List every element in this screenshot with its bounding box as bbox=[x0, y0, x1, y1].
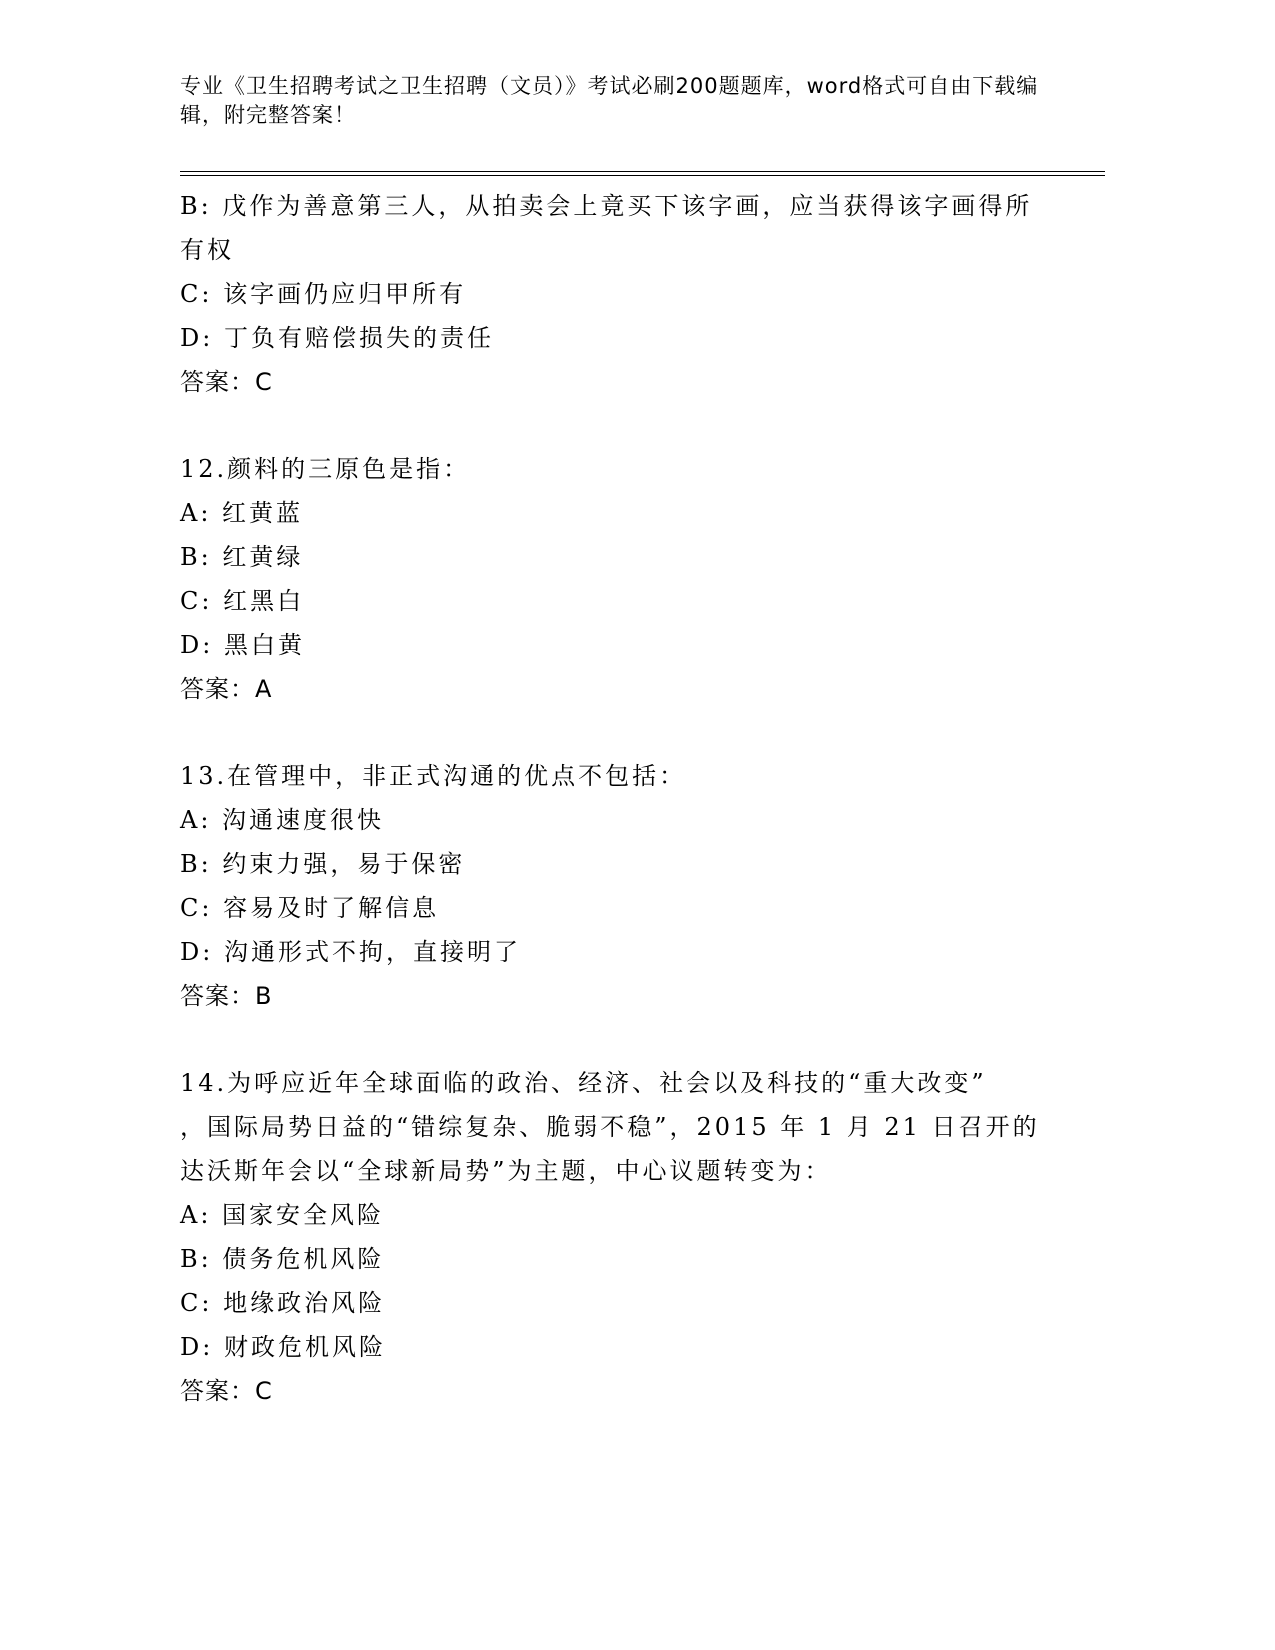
answer: 答案：C bbox=[180, 368, 273, 396]
option-d: D: 财政危机风险 bbox=[180, 1333, 386, 1361]
question-14 bbox=[180, 1061, 1040, 1413]
question-stem: 12.颜料的三原色是指： bbox=[180, 455, 471, 483]
answer: 答案：B bbox=[180, 982, 273, 1010]
option-d: D: 黑白黄 bbox=[180, 631, 305, 659]
question-12 bbox=[180, 447, 1040, 711]
header-rule-top bbox=[180, 171, 1105, 172]
option-c: C: 地缘政治风险 bbox=[180, 1289, 386, 1317]
option-c: C: 红黑白 bbox=[180, 587, 305, 615]
question-stem-line-3: 达沃斯年会以“全球新局势”为主题，中心议题转变为： bbox=[180, 1157, 832, 1185]
answer: 答案：C bbox=[180, 1377, 273, 1405]
option-c: C: 容易及时了解信息 bbox=[180, 894, 440, 922]
spacer bbox=[180, 711, 1040, 754]
question-stem-line-2: ，国际局势日益的“错综复杂、脆弱不稳”，2015 年 1 月 21 日召开的 bbox=[180, 1113, 1040, 1141]
option-b: B: 债务危机风险 bbox=[180, 1245, 385, 1273]
option-c: C: 该字画仍应归甲所有 bbox=[180, 280, 467, 308]
option-b: B: 红黄绿 bbox=[180, 543, 304, 571]
option-d: D: 沟通形式不拘，直接明了 bbox=[180, 938, 521, 966]
option-d: D: 丁负有赔偿损失的责任 bbox=[180, 324, 494, 352]
option-a: A: 沟通速度很快 bbox=[180, 806, 385, 834]
header-rule-bottom bbox=[180, 175, 1105, 176]
question-11 bbox=[180, 184, 1040, 404]
question-stem: 13.在管理中，非正式沟通的优点不包括： bbox=[180, 762, 687, 790]
question-list bbox=[180, 184, 1040, 1413]
option-a: A: 红黄蓝 bbox=[180, 499, 304, 527]
option-a: A: 国家安全风险 bbox=[180, 1201, 385, 1229]
question-13 bbox=[180, 754, 1040, 1018]
option-b: B: 戊作为善意第三人，从拍卖会上竟买下该字画，应当获得该字画得所有权 bbox=[180, 192, 1033, 264]
question-stem-line-1: 14.为呼应近年全球面临的政治、经济、社会以及科技的“重大改变” bbox=[180, 1069, 987, 1097]
answer: 答案：A bbox=[180, 675, 273, 703]
document-header: 专业《卫生招聘考试之卫生招聘（文员）》考试必刷200题题库，word格式可自由下载编辑，附完整答案！ bbox=[180, 74, 1039, 127]
option-b: B: 约束力强，易于保密 bbox=[180, 850, 466, 878]
spacer bbox=[180, 1018, 1040, 1061]
spacer bbox=[180, 404, 1040, 447]
